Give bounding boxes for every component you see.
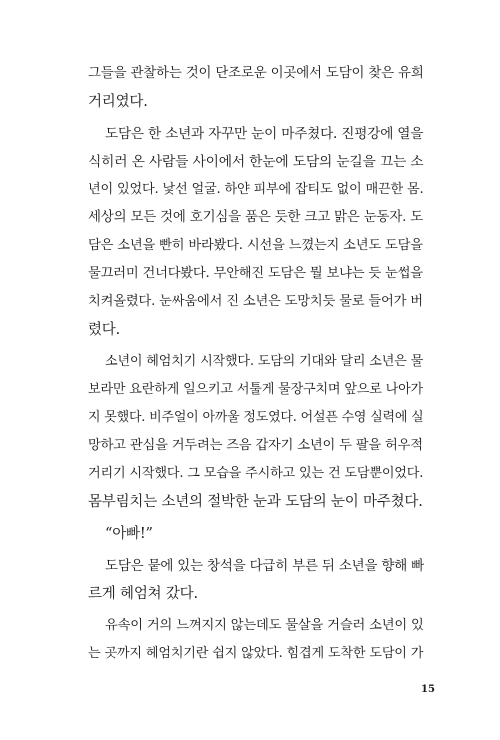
text-line: 도담은 한 소년과 자꾸만 눈이 마주쳤다. 진평강에 열을 xyxy=(105,126,424,142)
text-line: 지 못했다. 비주얼이 아까울 정도였다. 어설픈 수영 실력에 실 xyxy=(88,410,424,425)
text-line: 물끄러미 건너다봤다. 무안해진 도담은 뭘 보냐는 듯 눈썹을 xyxy=(88,266,423,281)
text-line: 몸부림치는 소년의 절박한 눈과 도담의 눈이 마주쳤다. xyxy=(88,494,423,510)
paragraph xyxy=(88,612,424,668)
paragraph xyxy=(88,120,424,344)
text-line: 그들을 관찰하는 것이 단조로운 이곳에서 도담이 찾은 유희 xyxy=(88,66,424,81)
text-line: 보라만 요란하게 일으키고 서툴게 물장구치며 앞으로 나아가 xyxy=(88,382,423,397)
text-line: 소년이 헤엄치기 시작했다. 도담의 기대와 달리 소년은 물 xyxy=(105,354,424,369)
paragraph xyxy=(88,60,424,116)
paragraph xyxy=(88,348,424,516)
text-line: 유속이 거의 느껴지지 않는데도 물살을 거슬러 소년이 있 xyxy=(105,618,424,633)
text-line: 거리였다. xyxy=(88,94,148,110)
text-line: 세상의 모든 것에 호기심을 품은 듯한 크고 맑은 눈동자. 도 xyxy=(88,210,424,225)
page-number: 15 xyxy=(421,684,435,695)
paragraph xyxy=(88,520,424,548)
paragraph xyxy=(88,552,424,608)
text-line: 도담은 뭍에 있는 창석을 다급히 부른 뒤 소년을 향해 빠 xyxy=(105,558,424,574)
text-line: 거리기 시작했다. 그 모습을 주시하고 있는 건 도담뿐이었다. xyxy=(88,466,424,481)
text-line: 렸다. xyxy=(88,322,121,338)
text-line: “아빠!” xyxy=(105,526,153,542)
text-line: 년이 있었다. 낯선 얼굴. 하얀 피부에 잡티도 없이 매끈한 몸. xyxy=(88,182,424,197)
body-text xyxy=(88,60,424,672)
text-line: 치켜올렸다. 눈싸움에서 진 소년은 도망치듯 물로 들어가 버 xyxy=(88,294,423,309)
text-line: 담은 소년을 빤히 바라봤다. 시선을 느꼈는지 소년도 도담을 xyxy=(88,238,423,253)
text-line: 망하고 관심을 거두려는 즈음 갑자기 소년이 두 팔을 허우적 xyxy=(88,438,423,453)
text-line: 는 곳까지 헤엄치기란 쉽지 않았다. 힘겹게 도착한 도담이 가 xyxy=(88,646,424,661)
text-line: 식히러 온 사람들 사이에서 한눈에 도담의 눈길을 끄는 소 xyxy=(88,154,424,170)
text-line: 르게 헤엄쳐 갔다. xyxy=(88,586,198,602)
